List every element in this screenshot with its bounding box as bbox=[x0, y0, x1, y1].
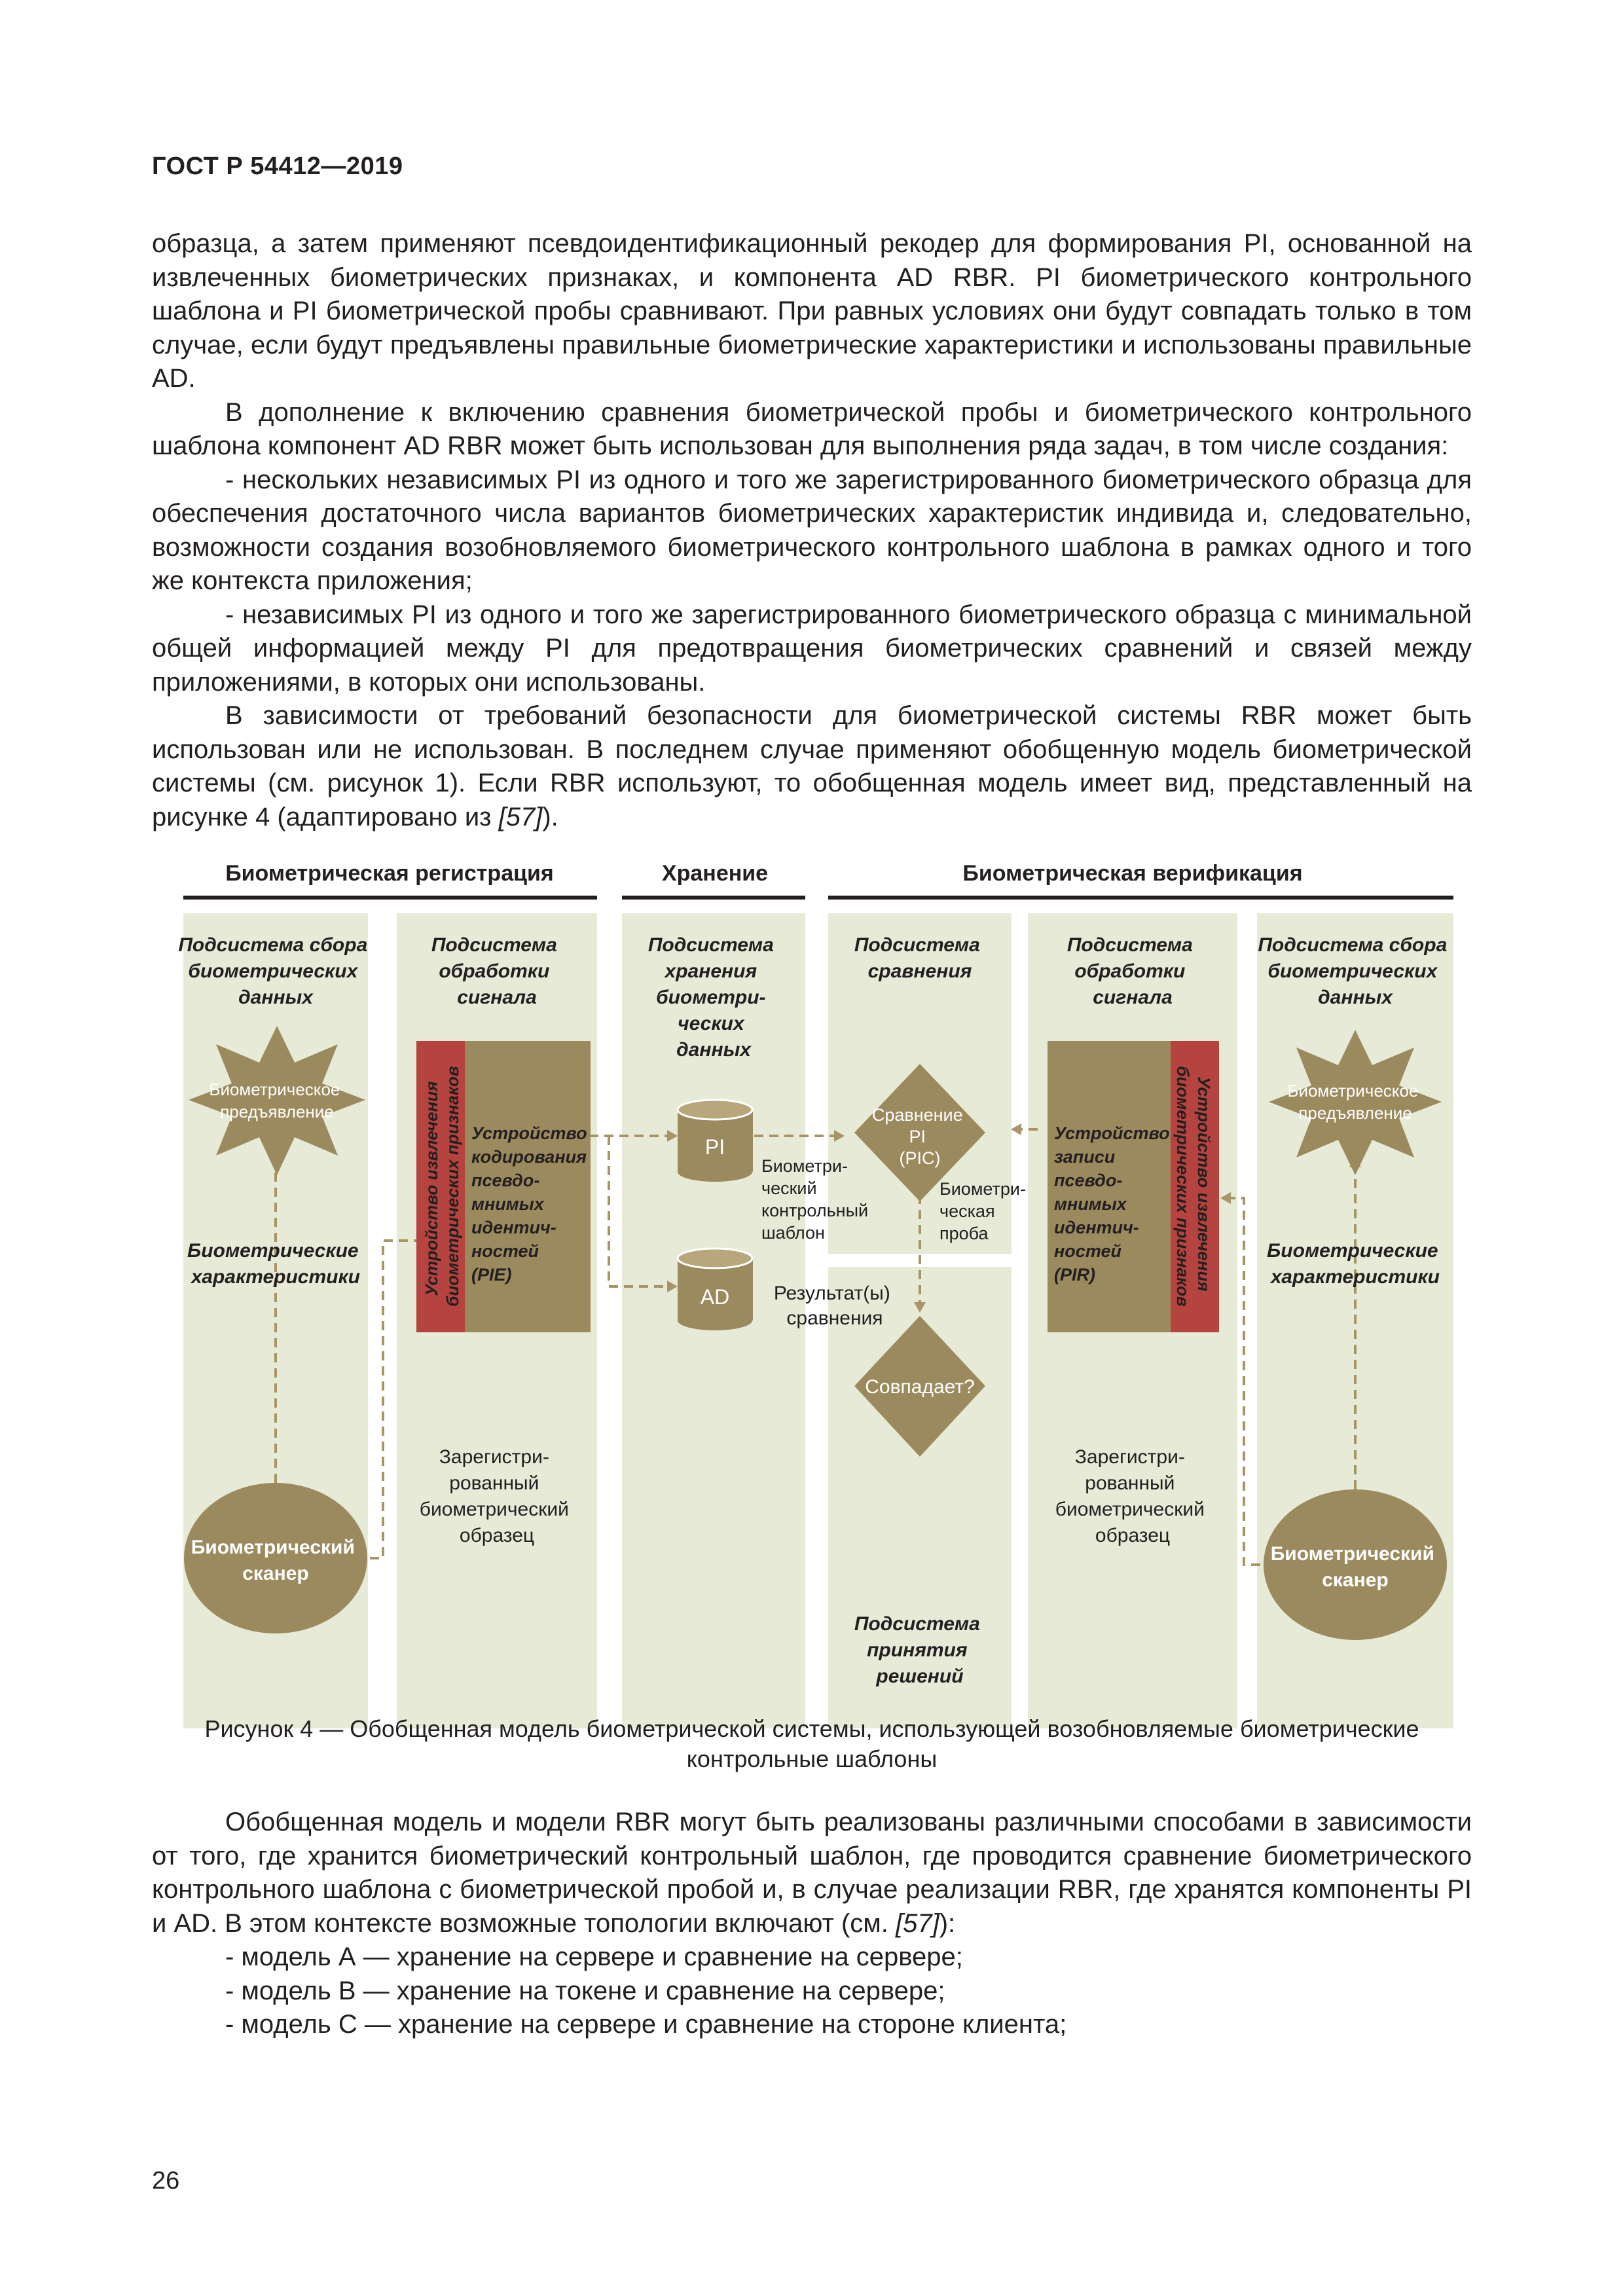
scanner-label-left: Биометрический сканер bbox=[191, 1537, 355, 1584]
ad-label: AD bbox=[700, 1285, 730, 1309]
compare-diamond-label: Сравнение PI (PIC) bbox=[871, 1105, 963, 1168]
registered-sample-label-left: Зарегистри- рованный биометрический образец bbox=[419, 1446, 569, 1546]
scanner-label-right: Биометрический сканер bbox=[1270, 1543, 1434, 1591]
pie-label: Устройство кодирования псевдо- мнимых идентич- ностей (PIE) bbox=[471, 1123, 587, 1285]
column-title-collect-left: Подсистема сбора биометрических данных bbox=[178, 934, 368, 1008]
section-title-registration: Биометрическая регистрация bbox=[225, 861, 554, 886]
extraction-label-left: Устройство извлечения биометрических признаков bbox=[422, 1066, 462, 1307]
column-title-storage: Подсистема хранения биометри- ческих данных bbox=[647, 934, 774, 1061]
section-rule-verification bbox=[828, 896, 1453, 900]
reference-link: [57] bbox=[498, 802, 543, 831]
scanner-right bbox=[1264, 1489, 1447, 1640]
figure-diagram bbox=[170, 854, 1473, 1745]
list-item: - нескольких независимых PI из одного и того же зарегистрированного биометрического образца для обеспечения достаточного числа вариантов биометрических характеристик индивида и, следовательно, возможности создания возобновляемого биометрического контрольного шаблона в рамках одного и того же контекста приложения; bbox=[152, 465, 1472, 595]
scanner-left bbox=[184, 1483, 367, 1633]
column-title-signal-right: Подсистема обработки сигнала bbox=[1067, 934, 1193, 1008]
list-item: - модель А — хранение на сервере и сравнение на сервере; bbox=[225, 1942, 963, 1971]
figure-caption-line: Рисунок 4 — Обобщенная модель биометрической системы, использующей возобновляемые биометрические bbox=[204, 1715, 1419, 1742]
paragraph: В дополнение к включению сравнения биометрической пробы и биометрического контрольного шаблона компонент AD RBR может быть использован для выполнения ряда задач, в том числе создания: bbox=[152, 397, 1472, 460]
arrow-head bbox=[1011, 1123, 1021, 1135]
body-text-bottom bbox=[152, 1806, 1472, 2042]
section-rule-registration bbox=[183, 896, 597, 900]
page-number: 26 bbox=[152, 2167, 180, 2195]
presentation-label-right: Биометрическое предъявление bbox=[1287, 1081, 1419, 1123]
body-text-top bbox=[152, 227, 1472, 834]
paragraph: В зависимости от требований безопасности для биометрической системы RBR может быть использован или не использован. В последнем случае применяют обобщенную модель биометрической системы (см. рисунок 1). Если RBR используют, то обобщенная модель имеет вид, представленный на рисунке 4 (адаптировано из [57]). bbox=[152, 701, 1472, 831]
figure-caption-line: контрольные шаблоны bbox=[686, 1745, 938, 1772]
section-rule-storage bbox=[622, 896, 805, 900]
registered-sample-label-right: Зарегистри- рованный биометрический образец bbox=[1055, 1446, 1205, 1546]
extraction-label-right: Устройство извлечения биометрических признаков bbox=[1173, 1066, 1214, 1307]
paragraph: Обобщенная модель и модели RBR могут быть реализованы различными способами в зависимости от того, где хранится биометрический контрольный шаблон, где проводится сравнение биометрического контрольного шаблона с биометрической пробой и, в случае реализации RBR, где хранятся компоненты PI и AD. В этом контексте возможные топологии включают (см. [57]): bbox=[152, 1808, 1472, 1938]
pi-label: PI bbox=[704, 1135, 725, 1159]
column-title-compare: Подсистема сравнения bbox=[854, 934, 980, 982]
list-item: - независимых PI из одного и того же зарегистрированного биометрического образца с минимальной общей информацией между PI для предотвращения биометрических сравнений и связей между приложениями, в которых они использованы. bbox=[152, 600, 1472, 697]
probe-label: Биометри- ческая проба bbox=[939, 1179, 1026, 1243]
reference-link: [57] bbox=[896, 1908, 939, 1938]
list-item: - модель В — хранение на токене и сравнение на сервере; bbox=[225, 1976, 945, 2005]
list-item: - модель С — хранение на сервере и сравнение на стороне клиента; bbox=[225, 2010, 1067, 2039]
section-title-storage: Хранение bbox=[661, 861, 769, 886]
template-label: Биометри- ческий контрольный шаблон bbox=[761, 1156, 869, 1243]
pir-label: Устройство записи псевдо- мнимых идентич- ностей (PIR) bbox=[1054, 1123, 1170, 1285]
column-title-decision: Подсистема принятия решений bbox=[854, 1613, 980, 1687]
characteristics-label-left: Биометрические характеристики bbox=[187, 1240, 361, 1288]
paragraph: образца, а затем применяют псевдоидентификационный рекодер для формирования PI, основанной на извлеченных биометрических признаках, и компонента AD RBR. PI биометрического контрольного шаблона и PI биометрической пробы сравнивают. При равных условиях они будут совпадать только в том случае, если будут предъявлены правильные биометрические характеристики и использованы правильные AD. bbox=[152, 229, 1472, 393]
figure-caption bbox=[152, 1714, 1472, 1774]
match-diamond-label: Совпадает? bbox=[865, 1376, 975, 1398]
result-label: Результат(ы) сравнения bbox=[773, 1283, 890, 1329]
column-title-signal-left: Подсистема обработки сигнала bbox=[431, 934, 557, 1008]
section-title-verification: Биометрическая верификация bbox=[962, 861, 1303, 886]
column-title-collect-right: Подсистема сбора биометрических данных bbox=[1258, 934, 1448, 1008]
document-header: ГОСТ Р 54412—2019 bbox=[152, 153, 403, 180]
characteristics-label-right: Биометрические характеристики bbox=[1267, 1240, 1440, 1288]
presentation-label-left: Биометрическое предъявление bbox=[209, 1080, 340, 1121]
